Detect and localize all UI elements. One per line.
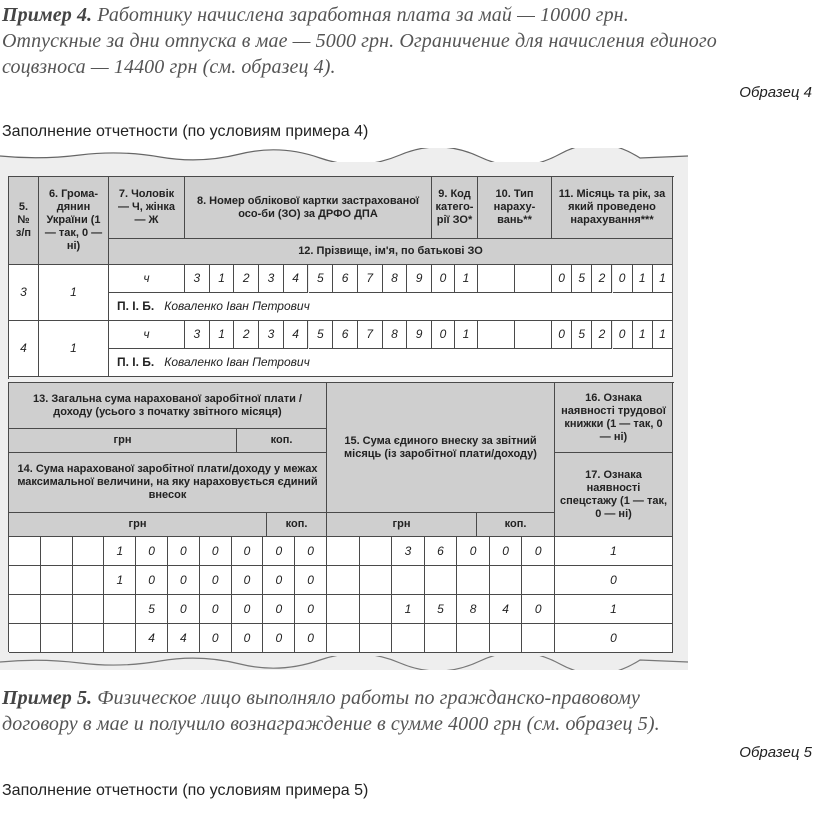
sum15-digit-cell: 8 (457, 595, 490, 624)
id-digit-cell: 3 (259, 321, 284, 349)
month-digit-cell: 1 (653, 321, 673, 349)
type-digit-cell (478, 265, 515, 293)
sum15-digit-cell: 3 (392, 537, 425, 566)
sum14-digit-cell: 0 (295, 537, 327, 566)
sum15-digit-cell (490, 624, 523, 653)
id-digit-cell: 1 (210, 265, 235, 293)
table-employees (8, 176, 674, 379)
sum14-digit-cell (41, 595, 73, 624)
sum14-digit-cell (9, 537, 41, 566)
sample-5-label: Образец 5 (739, 744, 812, 761)
sum15-digit-cell: 0 (490, 537, 523, 566)
id-digit-cell: 2 (234, 265, 259, 293)
sum15-digit-cell (360, 566, 393, 595)
sum15-digit-cell: 1 (392, 595, 425, 624)
sum15-digit-cell: 4 (490, 595, 523, 624)
sum15-digit-cell: 5 (425, 595, 458, 624)
sum14-digit-cell (73, 595, 105, 624)
id-digit-cell: 3 (185, 321, 210, 349)
month-digit-cell: 2 (592, 265, 612, 293)
sum14-digit-cell (9, 595, 41, 624)
type-digit-cell (515, 265, 552, 293)
sum15-digit-cell (490, 566, 523, 595)
month-digit-cell: 0 (552, 321, 572, 349)
sum15-digit-cell (522, 624, 555, 653)
sum14-digit-cell (73, 624, 105, 653)
category-digit-cell: 0 (432, 265, 455, 293)
sum15-digit-cell: 6 (425, 537, 458, 566)
sum14-digit-cell: 0 (136, 537, 168, 566)
pib-label: П. І. Б. (117, 355, 155, 369)
month-digit-cell: 2 (592, 321, 612, 349)
full-name: Коваленко Іван Петрович (164, 299, 310, 313)
sum14-digit-cell (104, 595, 136, 624)
sum14-digit-cell (9, 566, 41, 595)
example-4-line-3: соцвзноса — 14400 грн (см. образец 4). (2, 56, 336, 78)
id-digit-cell: 3 (185, 265, 210, 293)
sum14-digit-cell (9, 624, 41, 653)
sum15-digit-cell (425, 566, 458, 595)
sum14-digit-cell: 0 (263, 595, 295, 624)
example-5-line-2: договору в мае и получило вознаграждение в сумме 4000 грн (см. образец 5). (2, 713, 660, 735)
pib-label: П. І. Б. (117, 299, 155, 313)
id-digit-cell: 9 (407, 265, 432, 293)
sum14-digit-cell: 0 (168, 537, 200, 566)
sum14-digit-cell: 4 (168, 624, 200, 653)
sum15-digit-cell (360, 595, 393, 624)
torn-edge-bottom (0, 656, 688, 670)
category-digit-cell: 0 (432, 321, 455, 349)
sum14-digit-cell (41, 566, 73, 595)
id-digit-cell: 2 (234, 321, 259, 349)
sum14-digit-cell: 5 (136, 595, 168, 624)
category-digit-cell: 1 (455, 321, 478, 349)
sum14-digit-cell (41, 624, 73, 653)
sum14-digit-cell: 0 (168, 566, 200, 595)
sum15-digit-cell (360, 537, 393, 566)
col-header-6: 6. Грома-дянин України (1 — так, 0 — ні) (39, 177, 109, 265)
month-digit-cell: 1 (633, 321, 653, 349)
caption-example-4: Заполнение отчетности (по условиям примера 4) (2, 123, 369, 140)
col-14-kop: коп. (267, 513, 327, 537)
sum15-digit-cell (327, 624, 360, 653)
id-digit-cell: 8 (383, 321, 408, 349)
sum14-digit-cell: 0 (200, 537, 232, 566)
col-header-8: 8. Номер облікової картки застрахованої осо-би (ЗО) за ДРФО ДПА (185, 177, 432, 239)
sum14-digit-cell (104, 624, 136, 653)
col-header-11: 11. Місяць та рік, за який проведено нарахування*** (552, 177, 673, 239)
full-name: Коваленко Іван Петрович (164, 355, 310, 369)
sum14-digit-cell: 0 (232, 566, 264, 595)
sum14-digit-cell: 0 (295, 595, 327, 624)
month-digit-cell: 0 (552, 265, 572, 293)
sum14-digit-cell: 1 (104, 537, 136, 566)
sum14-digit-cell: 0 (263, 537, 295, 566)
table-amounts (8, 382, 674, 652)
type-digit-cell (515, 321, 552, 349)
col-header-12: 12. Прізвище, ім'я, по батькові ЗО (109, 239, 673, 265)
col-14-grn: грн (9, 513, 267, 537)
sum15-digit-cell (327, 537, 360, 566)
sum14-digit-cell (73, 566, 105, 595)
sign-cell: 1 (555, 595, 673, 624)
sum15-digit-cell (327, 595, 360, 624)
type-digit-cell (478, 321, 515, 349)
sum14-digit-cell: 0 (232, 595, 264, 624)
sum14-digit-cell: 0 (168, 595, 200, 624)
id-digit-cell: 5 (309, 321, 334, 349)
id-digit-cell: 6 (333, 265, 358, 293)
month-digit-cell: 0 (613, 265, 633, 293)
month-digit-cell: 1 (653, 265, 673, 293)
sum14-digit-cell: 0 (200, 566, 232, 595)
row-number: 4 (9, 321, 39, 377)
row-number: 3 (9, 265, 39, 321)
report-form (0, 148, 688, 670)
sum14-digit-cell: 0 (232, 624, 264, 653)
sum15-digit-cell (360, 624, 393, 653)
example-5-text (2, 685, 660, 737)
sum14-digit-cell: 1 (104, 566, 136, 595)
col-15-kop: коп. (477, 513, 555, 537)
col-13-grn: грн (9, 429, 237, 453)
sample-4-label: Образец 4 (739, 84, 812, 101)
gender-cell: ч (109, 321, 185, 349)
gender-cell: ч (109, 265, 185, 293)
col-15-grn: грн (327, 513, 477, 537)
caption-example-5: Заполнение отчетности (по условиям примера 5) (2, 782, 369, 799)
sum15-digit-cell (425, 624, 458, 653)
sum14-digit-cell (41, 537, 73, 566)
sum14-digit-cell: 0 (263, 566, 295, 595)
example-4-line-1: Работнику начислена заработная плата за май — 10000 грн. (92, 4, 629, 26)
col-header-7: 7. Чоловік — Ч, жінка — Ж (109, 177, 185, 239)
id-digit-cell: 7 (358, 265, 383, 293)
sum15-digit-cell (457, 566, 490, 595)
month-digit-cell: 5 (572, 321, 592, 349)
id-digit-cell: 4 (284, 265, 309, 293)
category-digit-cell: 1 (455, 265, 478, 293)
sum15-digit-cell: 0 (457, 537, 490, 566)
sum14-digit-cell: 0 (295, 566, 327, 595)
example-5-line-1: Физическое лицо выполняло работы по гражданско-правовому (92, 687, 640, 709)
citizen-flag: 1 (39, 321, 109, 377)
sum15-digit-cell (392, 566, 425, 595)
col-header-16: 16. Ознака наявності трудової книжки (1 — так, 0 — ні) (555, 383, 673, 453)
sign-cell: 0 (555, 566, 673, 595)
sum15-digit-cell (392, 624, 425, 653)
example-4-text (2, 2, 717, 80)
id-digit-cell: 6 (333, 321, 358, 349)
id-digit-cell: 8 (383, 265, 408, 293)
full-name-cell (109, 349, 673, 377)
sign-cell: 1 (555, 537, 673, 566)
col-13-kop: коп. (237, 429, 327, 453)
citizen-flag: 1 (39, 265, 109, 321)
sum14-digit-cell (73, 537, 105, 566)
sum14-digit-cell: 0 (200, 595, 232, 624)
col-header-10: 10. Тип нараху-вань** (478, 177, 552, 239)
col-header-14: 14. Сума нарахованої заробітної плати/доходу у межах максимальної величини, на яку нараховується єдиний внесок (9, 453, 327, 513)
id-digit-cell: 1 (210, 321, 235, 349)
example-4-line-2: Отпускные за дни отпуска в мае — 5000 грн. Ограничение для начисления единого (2, 30, 717, 52)
sum14-digit-cell: 0 (295, 624, 327, 653)
id-digit-cell: 3 (259, 265, 284, 293)
id-digit-cell: 7 (358, 321, 383, 349)
id-digit-cell: 9 (407, 321, 432, 349)
sign-cell: 0 (555, 624, 673, 653)
sum15-digit-cell (327, 566, 360, 595)
col-header-5: 5. № з/п (9, 177, 39, 265)
id-digit-cell: 4 (284, 321, 309, 349)
sum15-digit-cell (522, 566, 555, 595)
col-header-13: 13. Загальна сума нарахованої заробітної плати / доходу (усього з початку звітного місяця) (9, 383, 327, 429)
sum15-digit-cell: 0 (522, 537, 555, 566)
sum15-digit-cell (457, 624, 490, 653)
sum14-digit-cell: 0 (136, 566, 168, 595)
month-digit-cell: 0 (613, 321, 633, 349)
full-name-cell (109, 293, 673, 321)
month-digit-cell: 1 (633, 265, 653, 293)
col-header-17: 17. Ознака наявності спецстажу (1 — так, 0 — ні) (555, 453, 673, 537)
id-digit-cell: 5 (309, 265, 334, 293)
example-5-lead: Пример 5. (2, 687, 93, 709)
sum14-digit-cell: 0 (200, 624, 232, 653)
torn-edge-top (0, 148, 688, 162)
col-header-9: 9. Код катего-рії ЗО* (432, 177, 478, 239)
sum14-digit-cell: 0 (232, 537, 264, 566)
month-digit-cell: 5 (572, 265, 592, 293)
sum15-digit-cell: 0 (522, 595, 555, 624)
sum14-digit-cell: 0 (263, 624, 295, 653)
col-header-15: 15. Сума єдиного внеску за звітний місяць (із заробітної плати/доходу) (327, 383, 555, 513)
sum14-digit-cell: 4 (136, 624, 168, 653)
example-4-lead: Пример 4. (2, 4, 93, 26)
